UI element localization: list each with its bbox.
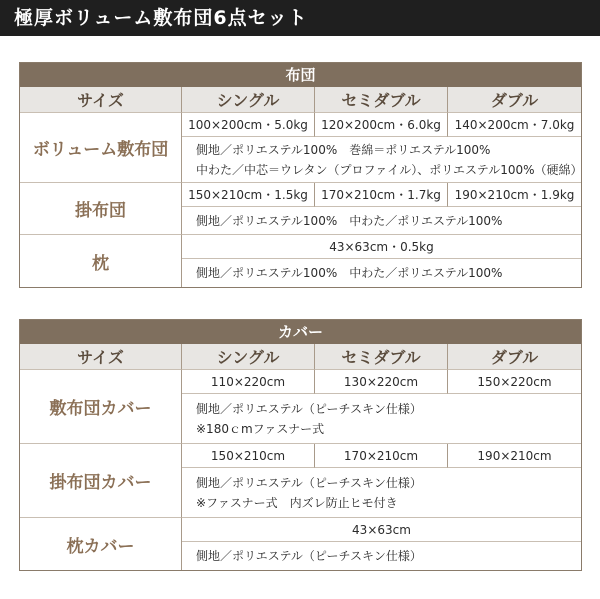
row-label-pillow-cover: 枕カバー [20, 518, 182, 570]
futon-panel [19, 62, 582, 288]
page-title: 極厚ボリューム敷布団6点セット [0, 0, 600, 36]
futon-table [20, 87, 581, 287]
futon-heading: 布団 [20, 63, 581, 87]
size-cell: 140×200cm・7.0kg [448, 113, 581, 137]
material-cell [182, 137, 581, 183]
size-cell: 43×63cm・0.5kg [182, 235, 581, 259]
size-cell: 150×210cm [182, 444, 315, 468]
material-line: 側地／ポリエステル100% 中わた／ポリエステル100% [196, 213, 503, 228]
header-single: シングル [182, 87, 315, 113]
cover-heading: カバー [20, 320, 581, 344]
row-label-pillow: 枕 [20, 235, 182, 287]
row-label-comforter: 掛布団 [20, 183, 182, 235]
header-semi-double: セミダブル [315, 344, 448, 370]
cover-panel [19, 319, 582, 571]
material-cell [182, 259, 581, 287]
material-cell [182, 542, 581, 570]
material-line: 中わた／中芯＝ウレタン（プロファイル）、ポリエステル100%（硬綿） [196, 162, 583, 177]
size-cell: 110×220cm [182, 370, 315, 394]
size-cell: 100×200cm・5.0kg [182, 113, 315, 137]
size-cell: 190×210cm [448, 444, 581, 468]
header-size: サイズ [20, 87, 182, 113]
size-cell: 120×200cm・6.0kg [315, 113, 448, 137]
material-line: 側地／ポリエステル（ピーチスキン仕様） [196, 475, 422, 490]
material-cell [182, 394, 581, 444]
material-cell [182, 207, 581, 235]
row-label-comforter-cover: 掛布団カバー [20, 444, 182, 518]
row-label-volume-mattress: ボリューム敷布団 [20, 113, 182, 183]
header-single: シングル [182, 344, 315, 370]
material-line: ※180ｃmファスナー式 [196, 421, 325, 436]
size-cell: 150×220cm [448, 370, 581, 394]
size-cell: 190×210cm・1.9kg [448, 183, 581, 207]
cover-table [20, 344, 581, 570]
header-double: ダブル [448, 87, 581, 113]
size-cell: 150×210cm・1.5kg [182, 183, 315, 207]
size-cell: 43×63cm [182, 518, 581, 542]
material-line: 側地／ポリエステル（ピーチスキン仕様） [196, 549, 422, 563]
material-line: 側地／ポリエステル（ピーチスキン仕様） [196, 401, 422, 416]
material-line: 側地／ポリエステル100% 中わた／ポリエステル100% [196, 266, 503, 280]
header-double: ダブル [448, 344, 581, 370]
material-cell [182, 468, 581, 518]
size-cell: 130×220cm [315, 370, 448, 394]
material-line: ※ファスナー式 内ズレ防止ヒモ付き [196, 495, 398, 510]
header-semi-double: セミダブル [315, 87, 448, 113]
size-cell: 170×210cm・1.7kg [315, 183, 448, 207]
row-label-mattress-cover: 敷布団カバー [20, 370, 182, 444]
material-line: 側地／ポリエステル100% 巻綿＝ポリエステル100% [196, 142, 491, 157]
size-cell: 170×210cm [315, 444, 448, 468]
header-size: サイズ [20, 344, 182, 370]
